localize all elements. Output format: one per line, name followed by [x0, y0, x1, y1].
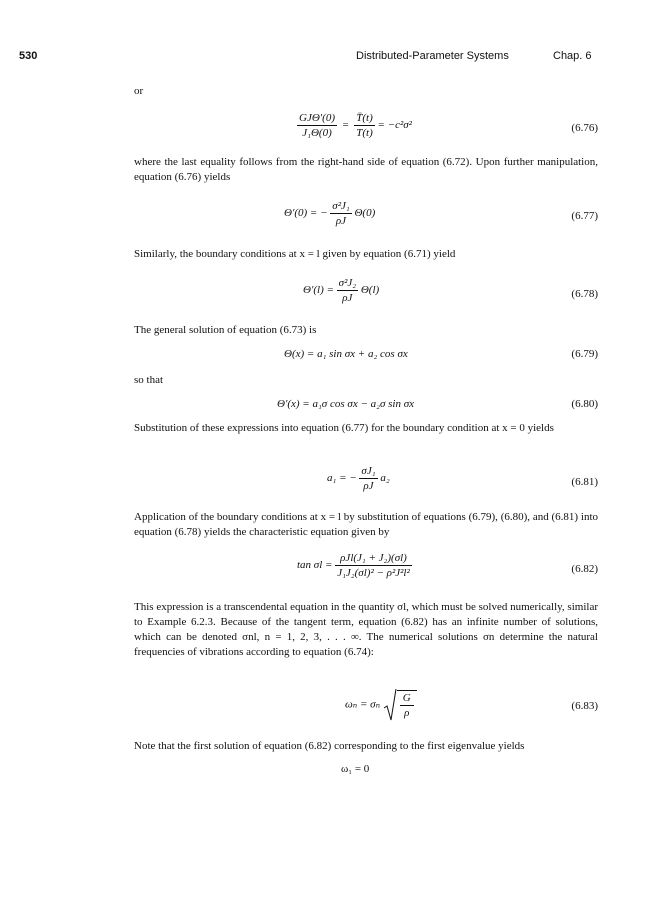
equation-6-76: $\frac{\text{GJΘ′(0)}}{\text{J₁Θ(0)}}$ = $\frac{T̈(t)}{T(t)}$ = −c²σ²	[299, 112, 412, 139]
page-number: 530	[19, 50, 38, 62]
eq678-rhs: Θ(l)	[360, 284, 380, 297]
paragraph-5: Application of the boundary conditions at x = l by substitution of equations (6.79), (6.80), and (6.81) into equation (6.78) yields the characteristic equation given by	[134, 511, 598, 538]
equation-6-80: Θ′(x) = a₁σ cos σx − a₂σ sin σx	[277, 398, 415, 410]
eq681-rhs: a₂	[380, 472, 390, 485]
eq676-den1: J₁Θ(0)	[302, 127, 332, 139]
paragraph-4: Substitution of these expressions into equation (6.77) for the boundary condition at x = 0 yields	[134, 422, 554, 434]
eq677-num: σ²J₁	[332, 200, 350, 212]
equation-label-6-80: (6.80)	[571, 398, 598, 410]
eq682-num: ρJl(J₁ + J₂)(σl)	[335, 551, 412, 566]
equation-6-77	[284, 199, 375, 228]
eq678-lhs: Θ′(l) =	[303, 284, 334, 297]
square-root	[383, 690, 417, 720]
running-title: Distributed-Parameter Systems	[356, 50, 509, 62]
eq683-rad-den: ρ	[400, 705, 414, 720]
equation-6-83	[345, 690, 417, 720]
equation-6-82	[297, 551, 412, 580]
text-or: or	[134, 85, 144, 97]
chapter-label: Chap. 6	[553, 50, 592, 62]
eq682-den: J₁J₂(σl)² − ρ²J²l²	[337, 567, 410, 579]
equation-label-6-83: (6.83)	[571, 700, 598, 712]
paragraph-7: Note that the first solution of equation (6.82) corresponding to the first eigenvalue yields	[134, 740, 525, 752]
eq676-num1: GJΘ′(0)	[299, 112, 336, 124]
eq683-rad-num: G	[402, 692, 411, 704]
eq681-num: σJ₁	[361, 465, 376, 477]
equation-label-6-79: (6.79)	[571, 348, 598, 360]
eq682-lhs: tan σl =	[297, 559, 333, 572]
eq683-lhs: ωₙ = σₙ	[345, 698, 381, 711]
equation-label-6-76: (6.76)	[571, 122, 598, 134]
eq676-num2: T̈(t)	[356, 112, 373, 124]
equation-label-6-77: (6.77)	[571, 210, 598, 222]
paragraph-1: where the last equality follows from the right-hand side of equation (6.72). Upon further manipulation, equation (6.76) yields	[134, 156, 598, 183]
eq681-lhs: a₁ = −	[327, 472, 357, 485]
eq677-den: ρJ	[335, 215, 347, 227]
eq676-den2: T(t)	[356, 127, 373, 139]
paragraph-2: Similarly, the boundary conditions at x = l given by equation (6.71) yield	[134, 248, 456, 260]
equation-final: ω₁ = 0	[341, 763, 370, 775]
paragraph-3: The general solution of equation (6.73) is	[134, 324, 317, 336]
equation-label-6-82: (6.82)	[571, 563, 598, 575]
eq678-den: ρJ	[342, 292, 353, 304]
equation-label-6-78: (6.78)	[571, 288, 598, 300]
eq676-rhs: = −c²σ²	[377, 119, 412, 132]
equation-6-79: Θ(x) = a₁ sin σx + a₂ cos σx	[284, 348, 408, 360]
eq677-rhs: Θ(0)	[354, 207, 376, 220]
paragraph-6: This expression is a transcendental equation in the quantity σl, which must be solved numerically, similar to Example 6.2.3. Because of the tangent term, equation (6.82) has an infinite number of solutions, which can be denoted σnl, n = 1, 2, 3, . . . ∞. The numerical solutions σn determine the natural frequencies of vibrations according to equation (6.74):	[134, 601, 598, 658]
equation-6-78	[303, 276, 379, 305]
eq681-den: ρJ	[363, 480, 374, 492]
running-header	[0, 50, 647, 66]
eq677-lhs: Θ′(0) = −	[284, 207, 328, 220]
eq678-num: σ²J₂	[338, 277, 357, 289]
text-so-that: so that	[134, 374, 164, 386]
equation-6-81	[327, 464, 390, 493]
equation-label-6-81: (6.81)	[571, 476, 598, 488]
